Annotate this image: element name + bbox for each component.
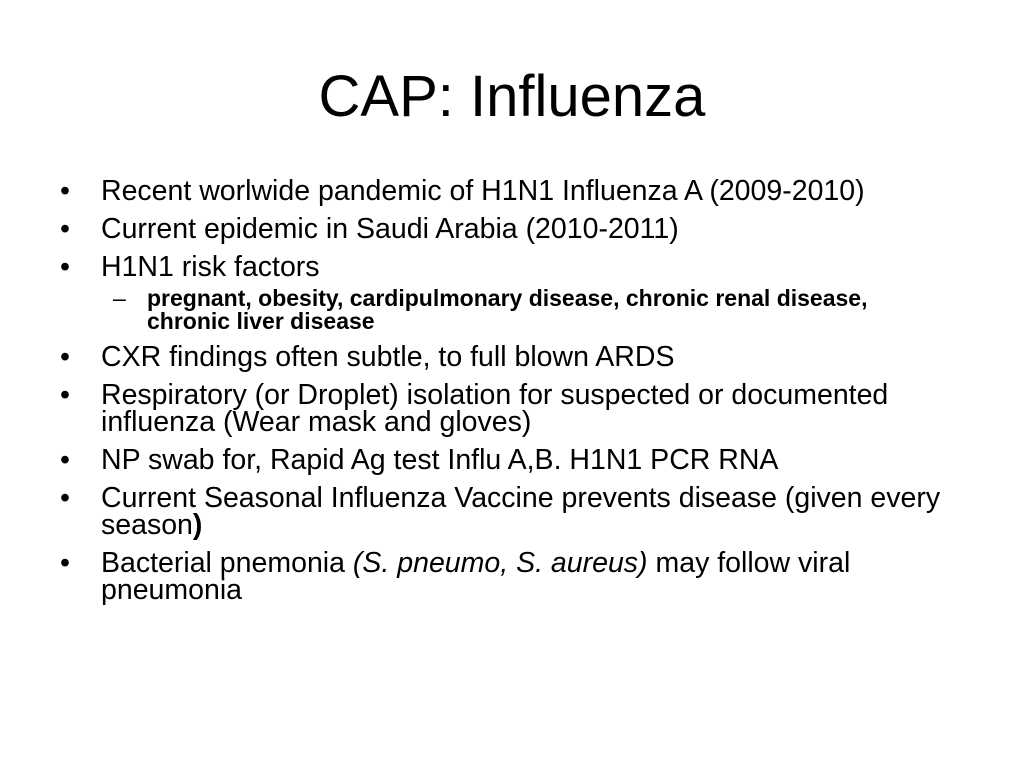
bullet-text: NP swab for, Rapid Ag test Influ A,B. H1N1 PCR RNA bbox=[101, 444, 779, 476]
bullet-marker: • bbox=[60, 341, 70, 373]
bullet-text-tail: may follow viral pneumonia bbox=[101, 547, 851, 606]
bullet-item bbox=[56, 341, 956, 373]
bullet-marker: • bbox=[60, 175, 70, 207]
bullet-marker: • bbox=[60, 482, 70, 514]
bullet-text-organisms: (S. pneumo, S. aureus) bbox=[352, 547, 648, 579]
bullet-marker: • bbox=[60, 213, 70, 245]
bullet-text: H1N1 risk factors bbox=[101, 251, 320, 283]
bullet-text: CXR findings often subtle, to full blown ARDS bbox=[101, 341, 675, 373]
bullet-text-closing-paren: ) bbox=[192, 509, 203, 541]
bullet-item bbox=[56, 547, 956, 606]
sub-bullet-marker: – bbox=[113, 285, 126, 311]
bullet-text bbox=[101, 482, 940, 541]
sub-bullet-text: pregnant, obesity, cardipulmonary disease, chronic renal disease, chronic liver disease bbox=[147, 285, 868, 334]
bullet-marker: • bbox=[60, 547, 70, 579]
bullet-list bbox=[56, 175, 956, 615]
bullet-item bbox=[56, 379, 956, 438]
bullet-text: Recent worlwide pandemic of H1N1 Influenza A (2009-2010) bbox=[101, 175, 865, 207]
sub-bullet-list bbox=[101, 287, 956, 333]
bullet-item bbox=[56, 482, 956, 541]
bullet-marker: • bbox=[60, 444, 70, 476]
bullet-text: Current epidemic in Saudi Arabia (2010-2011) bbox=[101, 213, 679, 245]
bullet-text-lead: Bacterial pnemonia bbox=[101, 547, 353, 579]
bullet-item bbox=[56, 175, 956, 207]
bullet-item bbox=[56, 251, 956, 334]
bullet-item bbox=[56, 213, 956, 245]
bullet-item bbox=[56, 444, 956, 476]
bullet-marker: • bbox=[60, 251, 70, 283]
bullet-text-main: Current Seasonal Influenza Vaccine prevents disease (given every season bbox=[101, 482, 941, 541]
bullet-text: Respiratory (or Droplet) isolation for suspected or documented influenza (Wear mask and gloves) bbox=[101, 379, 889, 438]
slide-title: CAP: Influenza bbox=[318, 64, 706, 129]
bullet-marker: • bbox=[60, 379, 70, 411]
sub-bullet-item bbox=[101, 287, 956, 333]
bullet-text bbox=[101, 547, 850, 606]
